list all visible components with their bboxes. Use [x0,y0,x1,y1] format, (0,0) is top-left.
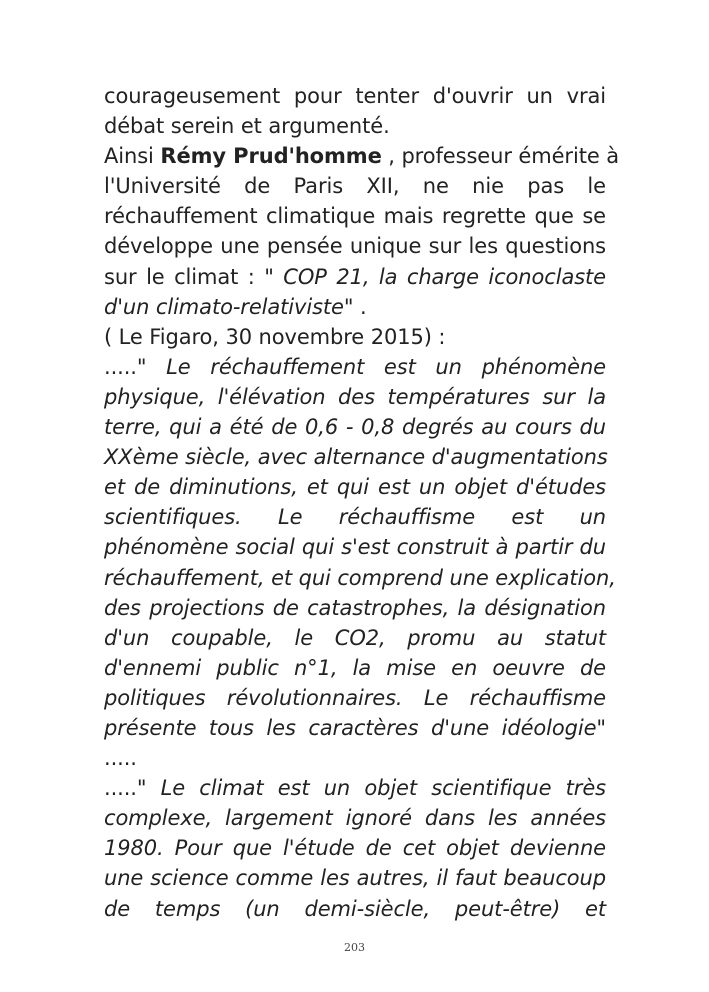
page-body [104,81,619,924]
text-line: une science comme les autres, il faut beaucoup [104,866,606,891]
text-line: phénomène social qui s'est construit à partir du [104,535,606,560]
paragraph-author [104,141,619,322]
author-name: Rémy Prud'homme [160,144,382,169]
text-line: ..... [104,746,137,771]
quote-opening: ....." [104,354,167,379]
text-line: d'un coupable, le CO2, promu au statut [104,625,606,650]
text-line: et de diminutions, et qui est un objet d'études [104,475,606,500]
source-citation: ( Le Figaro, 30 novembre 2015) : [104,324,446,349]
text-line [104,773,606,803]
text-line: terre, qui a été de 0,6 - 0,8 degrés au cours du [104,415,606,440]
text-line: l'Université de Paris XII, ne nie pas le [104,174,606,199]
quote-text: Le climat est un objet scientifique très [160,776,606,801]
quote-block-1 [104,352,616,773]
article-title: d'un climato-relativiste" [104,294,354,319]
text-line [104,352,606,382]
text-line: développe une pensée unique sur les questions [104,234,606,259]
text-fragment: . [353,294,367,319]
text-line: complexe, largement ignoré dans les années [104,806,606,831]
article-title: " COP 21, la charge iconoclaste [264,264,607,289]
text-line: XXème siècle, avec alternance d'augmentations [104,445,608,470]
text-line: présente tous les caractères d'une idéologie" [104,715,606,740]
quote-text: Le réchauffement est un phénomène [166,354,606,379]
page-number: 203 [344,941,365,954]
text-line [104,292,606,322]
text-line: d'ennemi public n°1, la mise en oeuvre de [104,655,606,680]
text-fragment: , professeur émérite à [381,144,619,169]
text-line: politiques révolutionnaires. Le réchauffisme [104,685,606,710]
text-line [104,141,619,171]
text-line: 1980. Pour que l'étude de cet objet devienne [104,836,606,861]
text-line: scientifiques. Le réchauffisme est un [104,505,606,530]
text-line: réchauffement climatique mais regrette que se [104,204,606,229]
text-fragment: sur le climat : [104,264,265,289]
paragraph-intro [104,81,606,141]
text-line: débat serein et argumenté. [104,114,390,139]
quote-block-2 [104,773,606,923]
text-line: de temps (un demi-siècle, peut-être) et [104,896,606,921]
quote-opening: ....." [104,776,161,801]
text-line [104,262,606,292]
text-line: des projections de catastrophes, la désignation [104,595,606,620]
text-line: réchauffement, et qui comprend une explication, [104,565,616,590]
text-fragment: Ainsi [104,144,161,169]
text-line: courageusement pour tenter d'ouvrir un vrai [104,84,606,108]
text-line: physique, l'élévation des températures sur la [104,384,606,409]
